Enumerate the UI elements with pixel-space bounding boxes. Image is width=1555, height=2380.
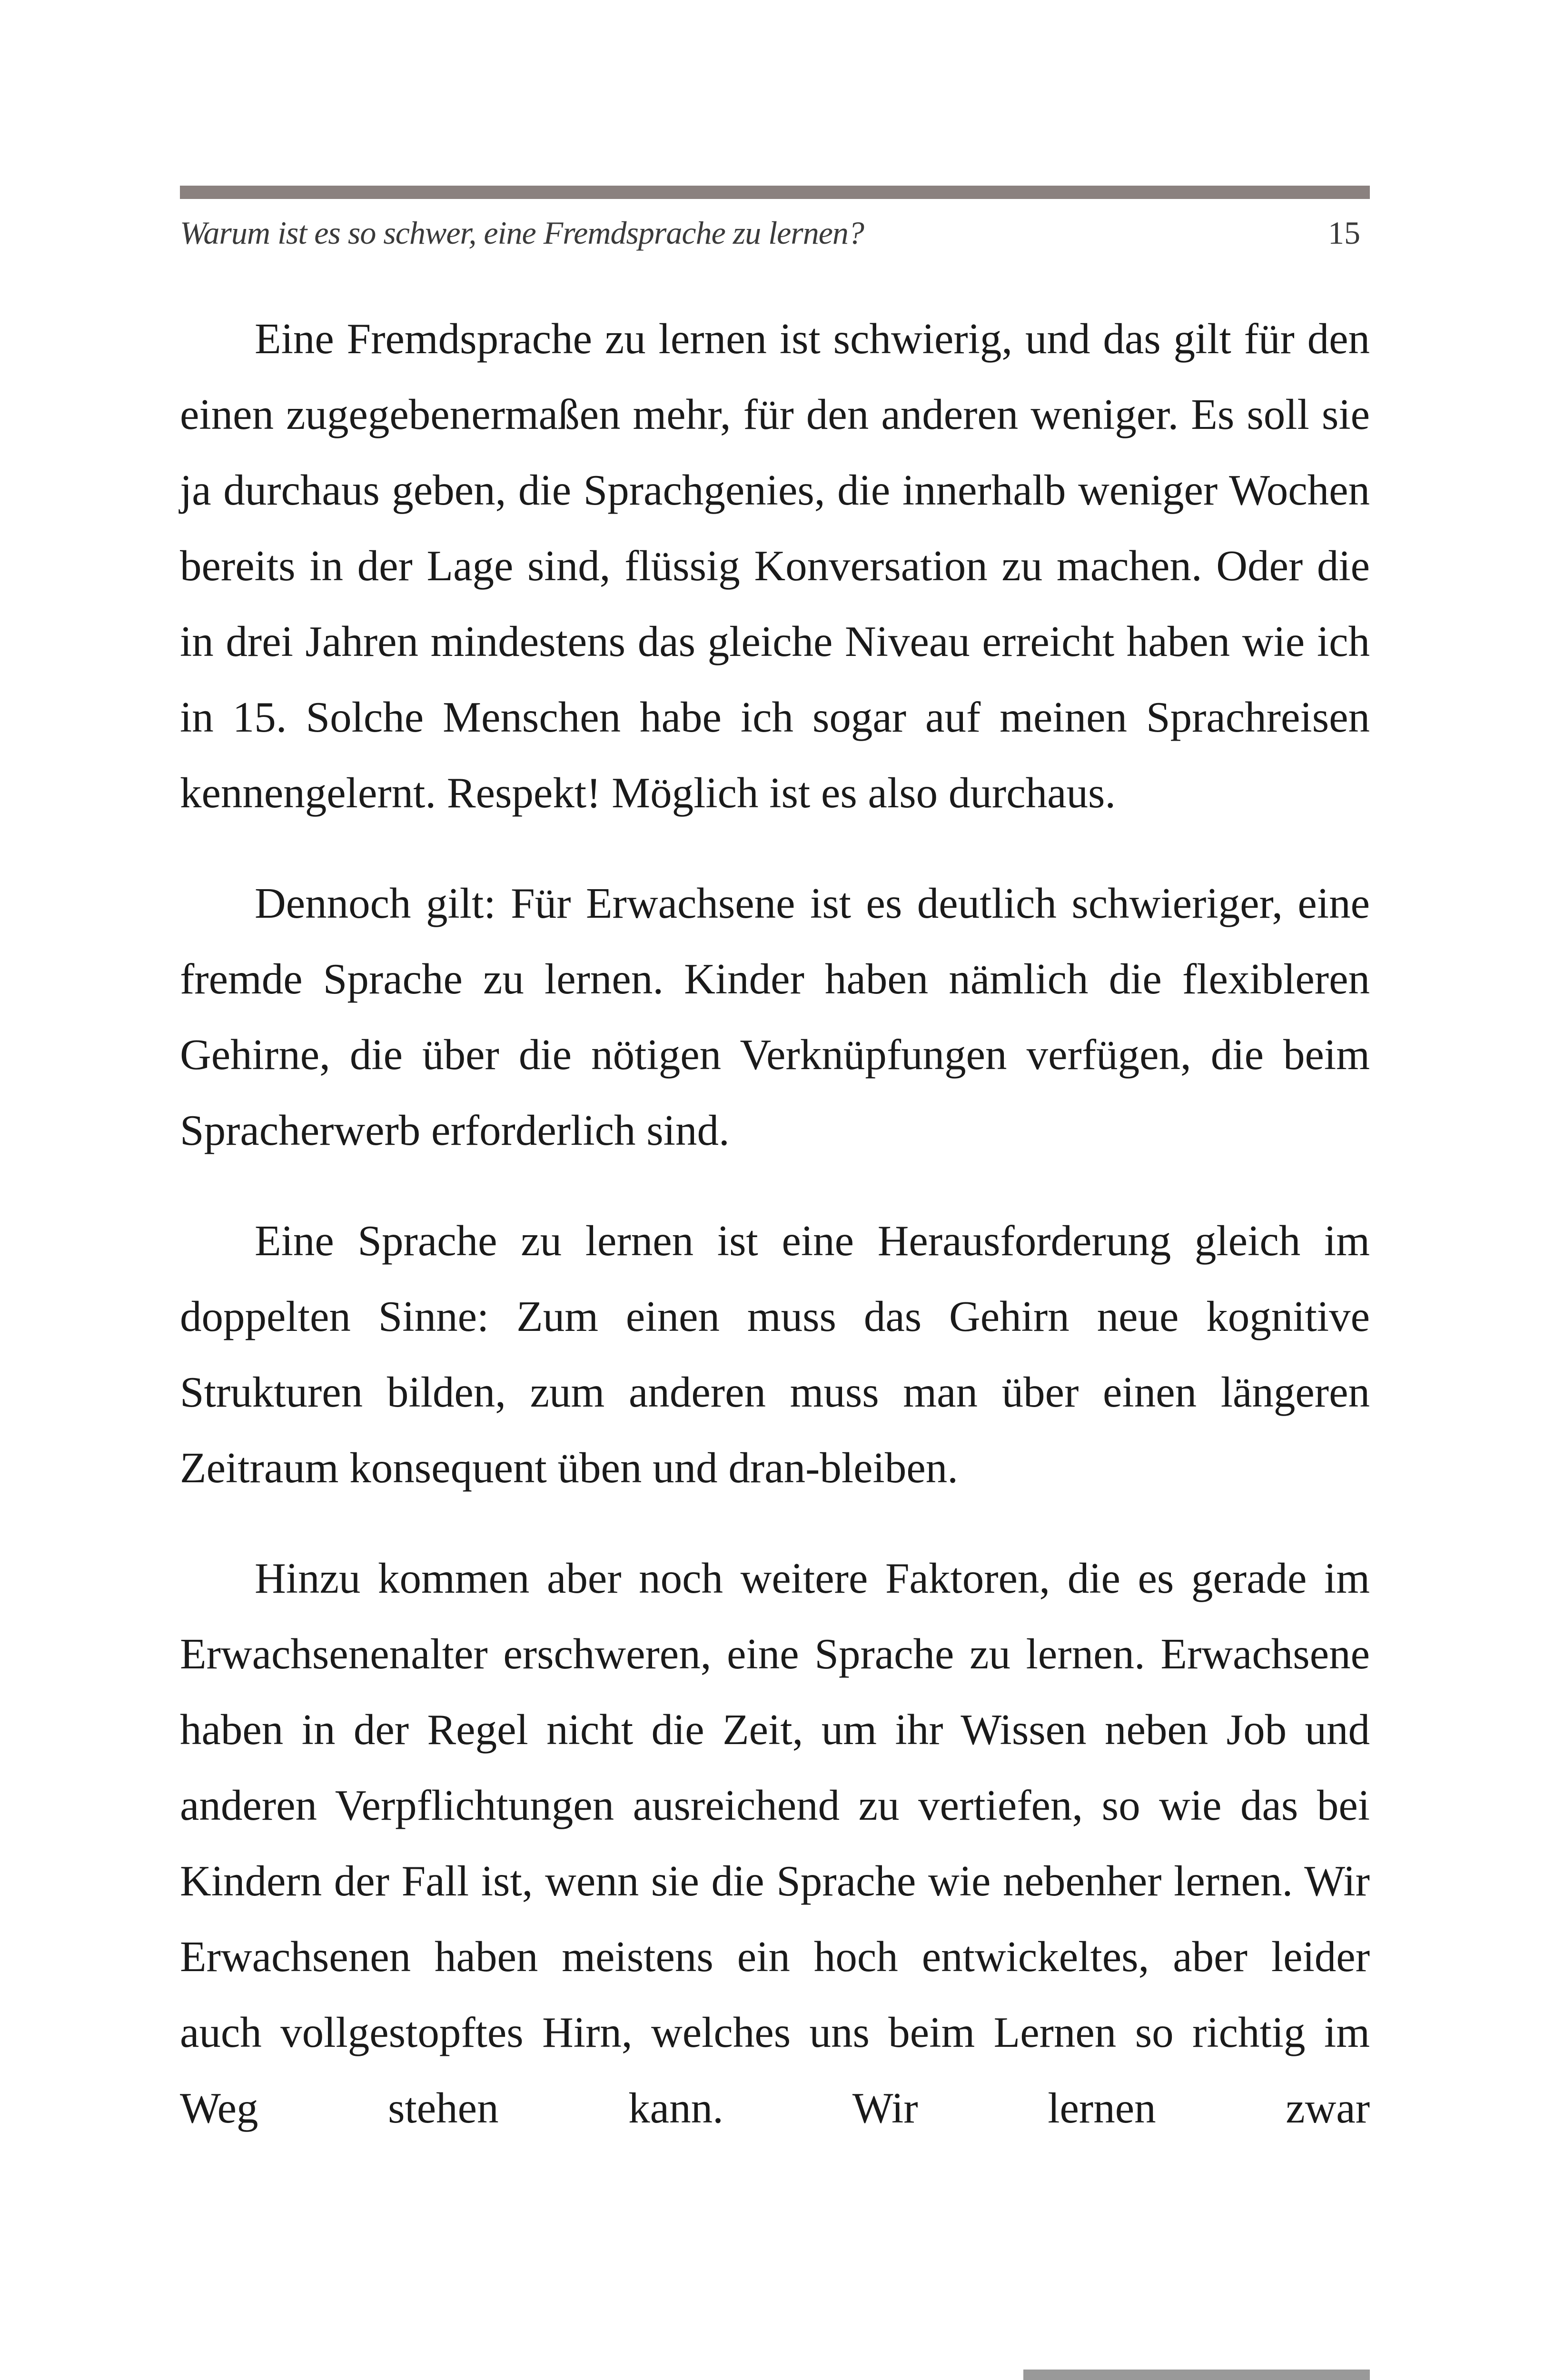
header-rule (180, 186, 1370, 199)
paragraph-3: Eine Sprache zu lernen ist eine Herausforderung gleich im doppelten Sinne: Zum einen muss das Gehirn neue kognitive Strukturen bilden, zum anderen muss man über einen längeren Zeitraum konsequent üben und dran-bleiben. (180, 1217, 1370, 1492)
paragraph-4: Hinzu kommen aber noch weitere Faktoren, die es gerade im Erwachsenenalter erschweren, eine Sprache zu lernen. Erwachsene haben in der Regel nicht die Zeit, um ihr Wissen neben Job und anderen Verpflichtungen ausreichend zu vertiefen, so wie das bei Kindern der Fall ist, wenn sie die Sprache wie nebenher lernen. Wir Erwachsenen haben meistens ein hoch entwickeltes, aber leider auch vollgestopftes Hirn, welches uns beim Lernen so richtig im Weg stehen kann. Wir lernen zwar (180, 1554, 1370, 2132)
running-title: Warum ist es so schwer, eine Fremdsprache zu lernen? (180, 215, 864, 251)
body-text (180, 301, 1370, 2181)
running-head (180, 211, 1370, 254)
paragraph-1: Eine Fremdsprache zu lernen ist schwierig, und das gilt für den einen zugegebenermaßen mehr, für den anderen weniger. Es soll sie ja durchaus geben, die Sprachgenies, die innerhalb weniger Wochen bereits in der Lage sind, flüssig Konversation zu machen. Oder die in drei Jahren mindestens das gleiche Niveau erreicht haben wie ich in 15. Solche Menschen habe ich sogar auf meinen Sprachreisen kennengelernt. Respekt! Möglich ist es also durchaus. (180, 315, 1370, 817)
footer-block (1023, 2370, 1370, 2380)
paragraph-2: Dennoch gilt: Für Erwachsene ist es deutlich schwieriger, eine fremde Sprache zu lernen. Kinder haben nämlich die flexibleren Gehirne, die über die nötigen Verknüpfungen verfügen, die beim Spracherwerb erforderlich sind. (180, 879, 1370, 1154)
page-number: 15 (1328, 215, 1360, 251)
